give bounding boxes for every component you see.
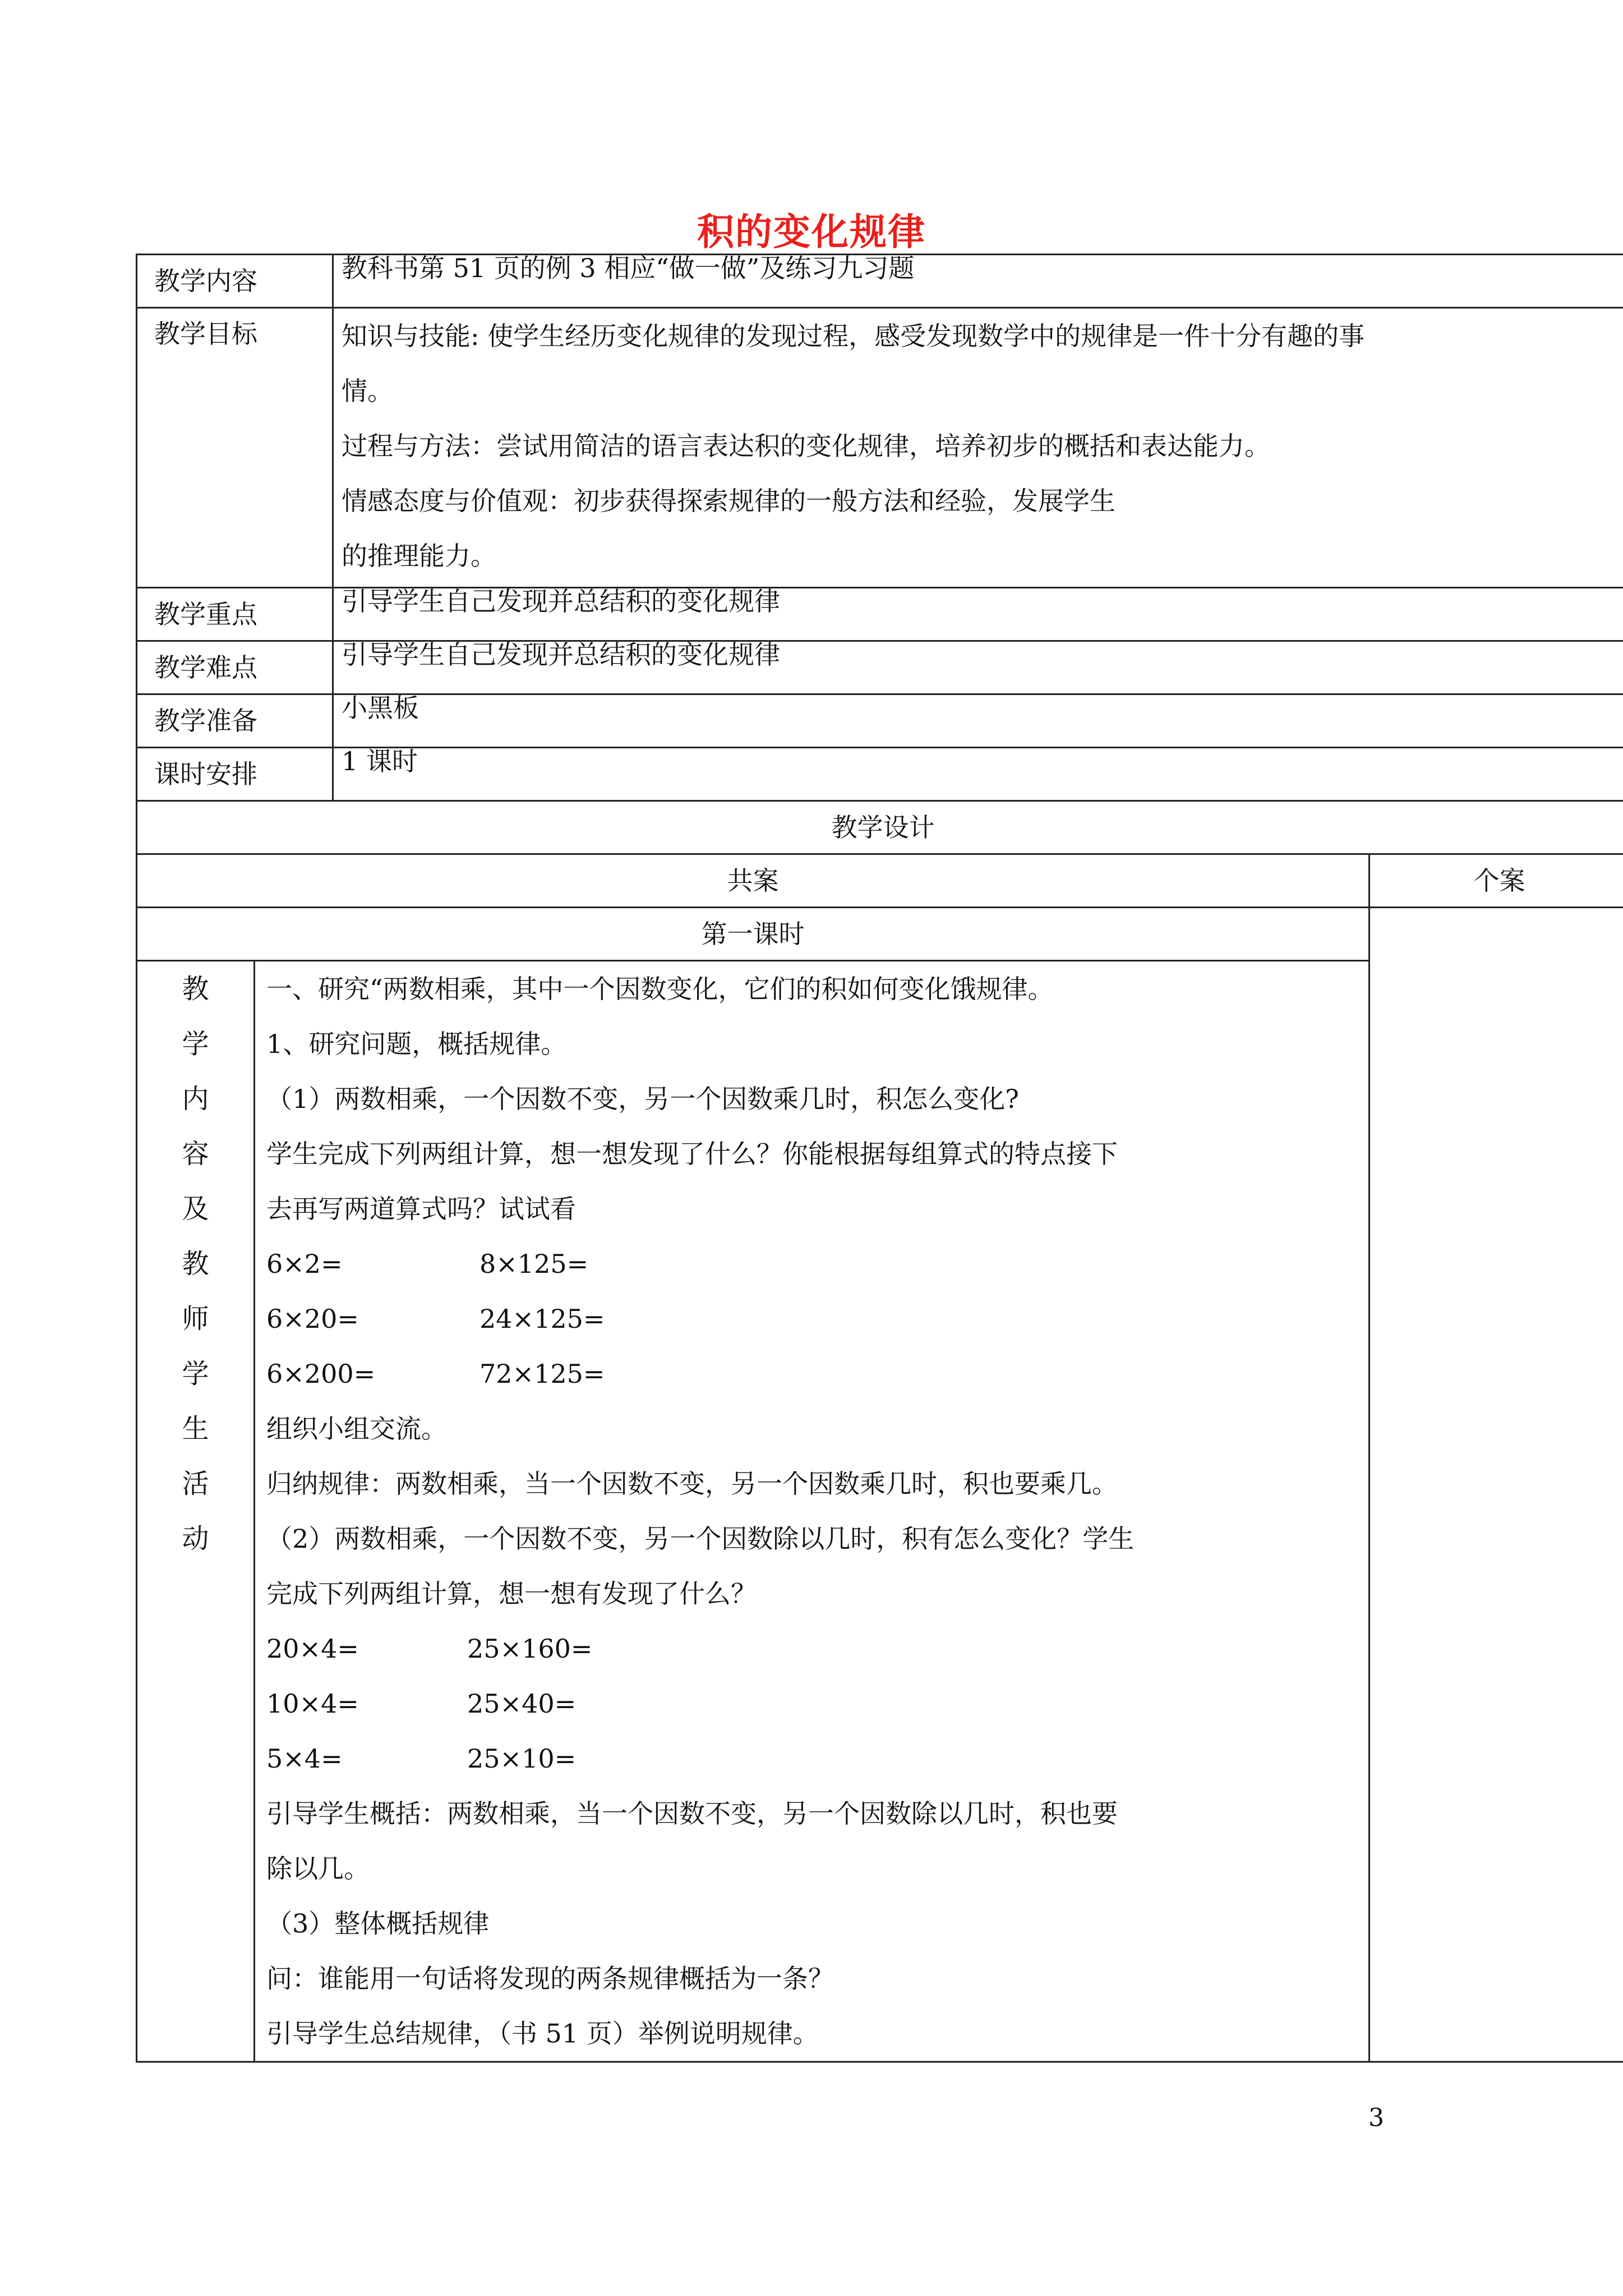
goal-line: 的推理能力。 — [342, 541, 496, 571]
side-label-char: 生 — [182, 1413, 209, 1444]
row-plan-headers — [137, 854, 1623, 908]
activity-line: 引导学生总结规律，（书 51 页）举例说明规律。 — [266, 2018, 819, 2049]
calc-row — [266, 1291, 1361, 1346]
label-goals: 教学目标 — [137, 308, 333, 588]
calc-expression: 8×125= — [479, 1249, 589, 1279]
activity-line: 归纳规律：两数相乘，当一个因数不变，另一个因数乘几时，积也要乘几。 — [266, 1469, 1118, 1499]
calc-expression: 25×10= — [467, 1743, 577, 1774]
activity-line: 去再写两道算式吗？试试看 — [266, 1194, 576, 1224]
goal-line: 过程与方法：尝试用简洁的语言表达积的变化规律，培养初步的概括和表达能力。 — [342, 431, 1270, 461]
side-label-char: 内 — [182, 1083, 209, 1115]
calc-expression: 6×200= — [266, 1359, 376, 1389]
side-label-char: 活 — [182, 1468, 209, 1499]
goal-line: 知识与技能: 使学生经历变化规律的发现过程，感受发现数学中的规律是一件十分有趣的事 — [342, 321, 1365, 351]
value-difficulties: 引导学生自己发现并总结积的变化规律 — [333, 641, 1623, 694]
lesson-plan-table — [136, 254, 1623, 2063]
row-design-heading — [137, 801, 1623, 854]
row-goals — [137, 308, 1623, 588]
side-label-char: 学 — [182, 1028, 209, 1060]
calc-expression: 6×2= — [266, 1249, 343, 1279]
value-schedule: 1 课时 — [333, 748, 1623, 801]
label-schedule: 课时安排 — [137, 748, 333, 801]
activities-side-label — [137, 961, 255, 2062]
activity-line: （1）两数相乘，一个因数不变，另一个因数乘几时，积怎么变化? — [266, 1084, 1019, 1114]
activities-content — [255, 961, 1370, 2062]
value-key-points: 引导学生自己发现并总结积的变化规律 — [333, 588, 1623, 641]
side-label-char: 及 — [182, 1193, 209, 1225]
activity-line: （2）两数相乘，一个因数不变，另一个因数除以几时，积有怎么变化？学生 — [266, 1524, 1135, 1554]
activity-line: 引导学生概括：两数相乘，当一个因数不变，另一个因数除以几时，积也要 — [266, 1798, 1118, 1829]
row-preparation — [137, 694, 1623, 748]
calc-expression: 72×125= — [479, 1359, 605, 1389]
row-content — [137, 255, 1623, 308]
calc-row — [266, 1346, 1361, 1401]
activity-line: 1、研究问题，概括规律。 — [266, 1029, 567, 1059]
side-label-char: 学 — [182, 1358, 209, 1389]
side-label-char: 动 — [182, 1523, 209, 1554]
calc-expression: 6×20= — [266, 1304, 359, 1334]
document-title: 积的变化规律 — [697, 210, 926, 254]
activity-line: （3）整体概括规律 — [266, 1908, 490, 1939]
row-difficulties — [137, 641, 1623, 694]
label-difficulties: 教学难点 — [137, 641, 333, 694]
row-key-points — [137, 588, 1623, 641]
design-heading: 教学设计 — [137, 801, 1623, 854]
page-number: 3 — [1368, 2104, 1384, 2132]
calc-expression: 5×4= — [266, 1743, 343, 1774]
period-heading: 第一课时 — [137, 908, 1370, 961]
goal-line: 情。 — [342, 376, 393, 406]
individual-plan-cell — [1370, 908, 1623, 2062]
value-content: 教科书第 51 页的例 3 相应“做一做”及练习九习题 — [333, 255, 1623, 308]
value-goals — [333, 308, 1623, 588]
label-key-points: 教学重点 — [137, 588, 333, 641]
side-label-char: 教 — [182, 1248, 209, 1280]
side-label-char: 师 — [182, 1303, 209, 1335]
calc-row — [266, 1731, 1361, 1786]
side-label-char: 容 — [182, 1138, 209, 1170]
calc-expression: 25×40= — [467, 1688, 577, 1719]
label-content: 教学内容 — [137, 255, 333, 308]
value-preparation: 小黑板 — [333, 694, 1623, 748]
activity-line: 完成下列两组计算，想一想有发现了什么？ — [266, 1579, 757, 1609]
calc-expression: 10×4= — [266, 1688, 359, 1719]
calc-expression: 20×4= — [266, 1634, 359, 1664]
row-schedule — [137, 748, 1623, 801]
activity-line: 问：谁能用一句话将发现的两条规律概括为一条？ — [266, 1963, 834, 1994]
row-period — [137, 908, 1623, 961]
label-preparation: 教学准备 — [137, 694, 333, 748]
calc-expression: 25×160= — [467, 1634, 593, 1664]
calc-row — [266, 1236, 1361, 1291]
goal-line: 情感态度与价值观：初步获得探索规律的一般方法和经验，发展学生 — [342, 486, 1115, 516]
calc-row — [266, 1621, 1361, 1676]
activity-line: 一、研究“两数相乘，其中一个因数变化，它们的积如何变化饿规律。 — [266, 974, 1054, 1004]
individual-plan-header: 个案 — [1370, 854, 1623, 908]
activity-line: 组织小组交流。 — [266, 1414, 447, 1444]
activity-line: 除以几。 — [266, 1853, 370, 1884]
shared-plan-header: 共案 — [137, 854, 1370, 908]
activity-line: 学生完成下列两组计算，想一想发现了什么？你能根据每组算式的特点接下 — [266, 1139, 1118, 1169]
calc-expression: 24×125= — [479, 1304, 605, 1334]
side-label-char: 教 — [182, 973, 209, 1005]
calc-row — [266, 1676, 1361, 1731]
